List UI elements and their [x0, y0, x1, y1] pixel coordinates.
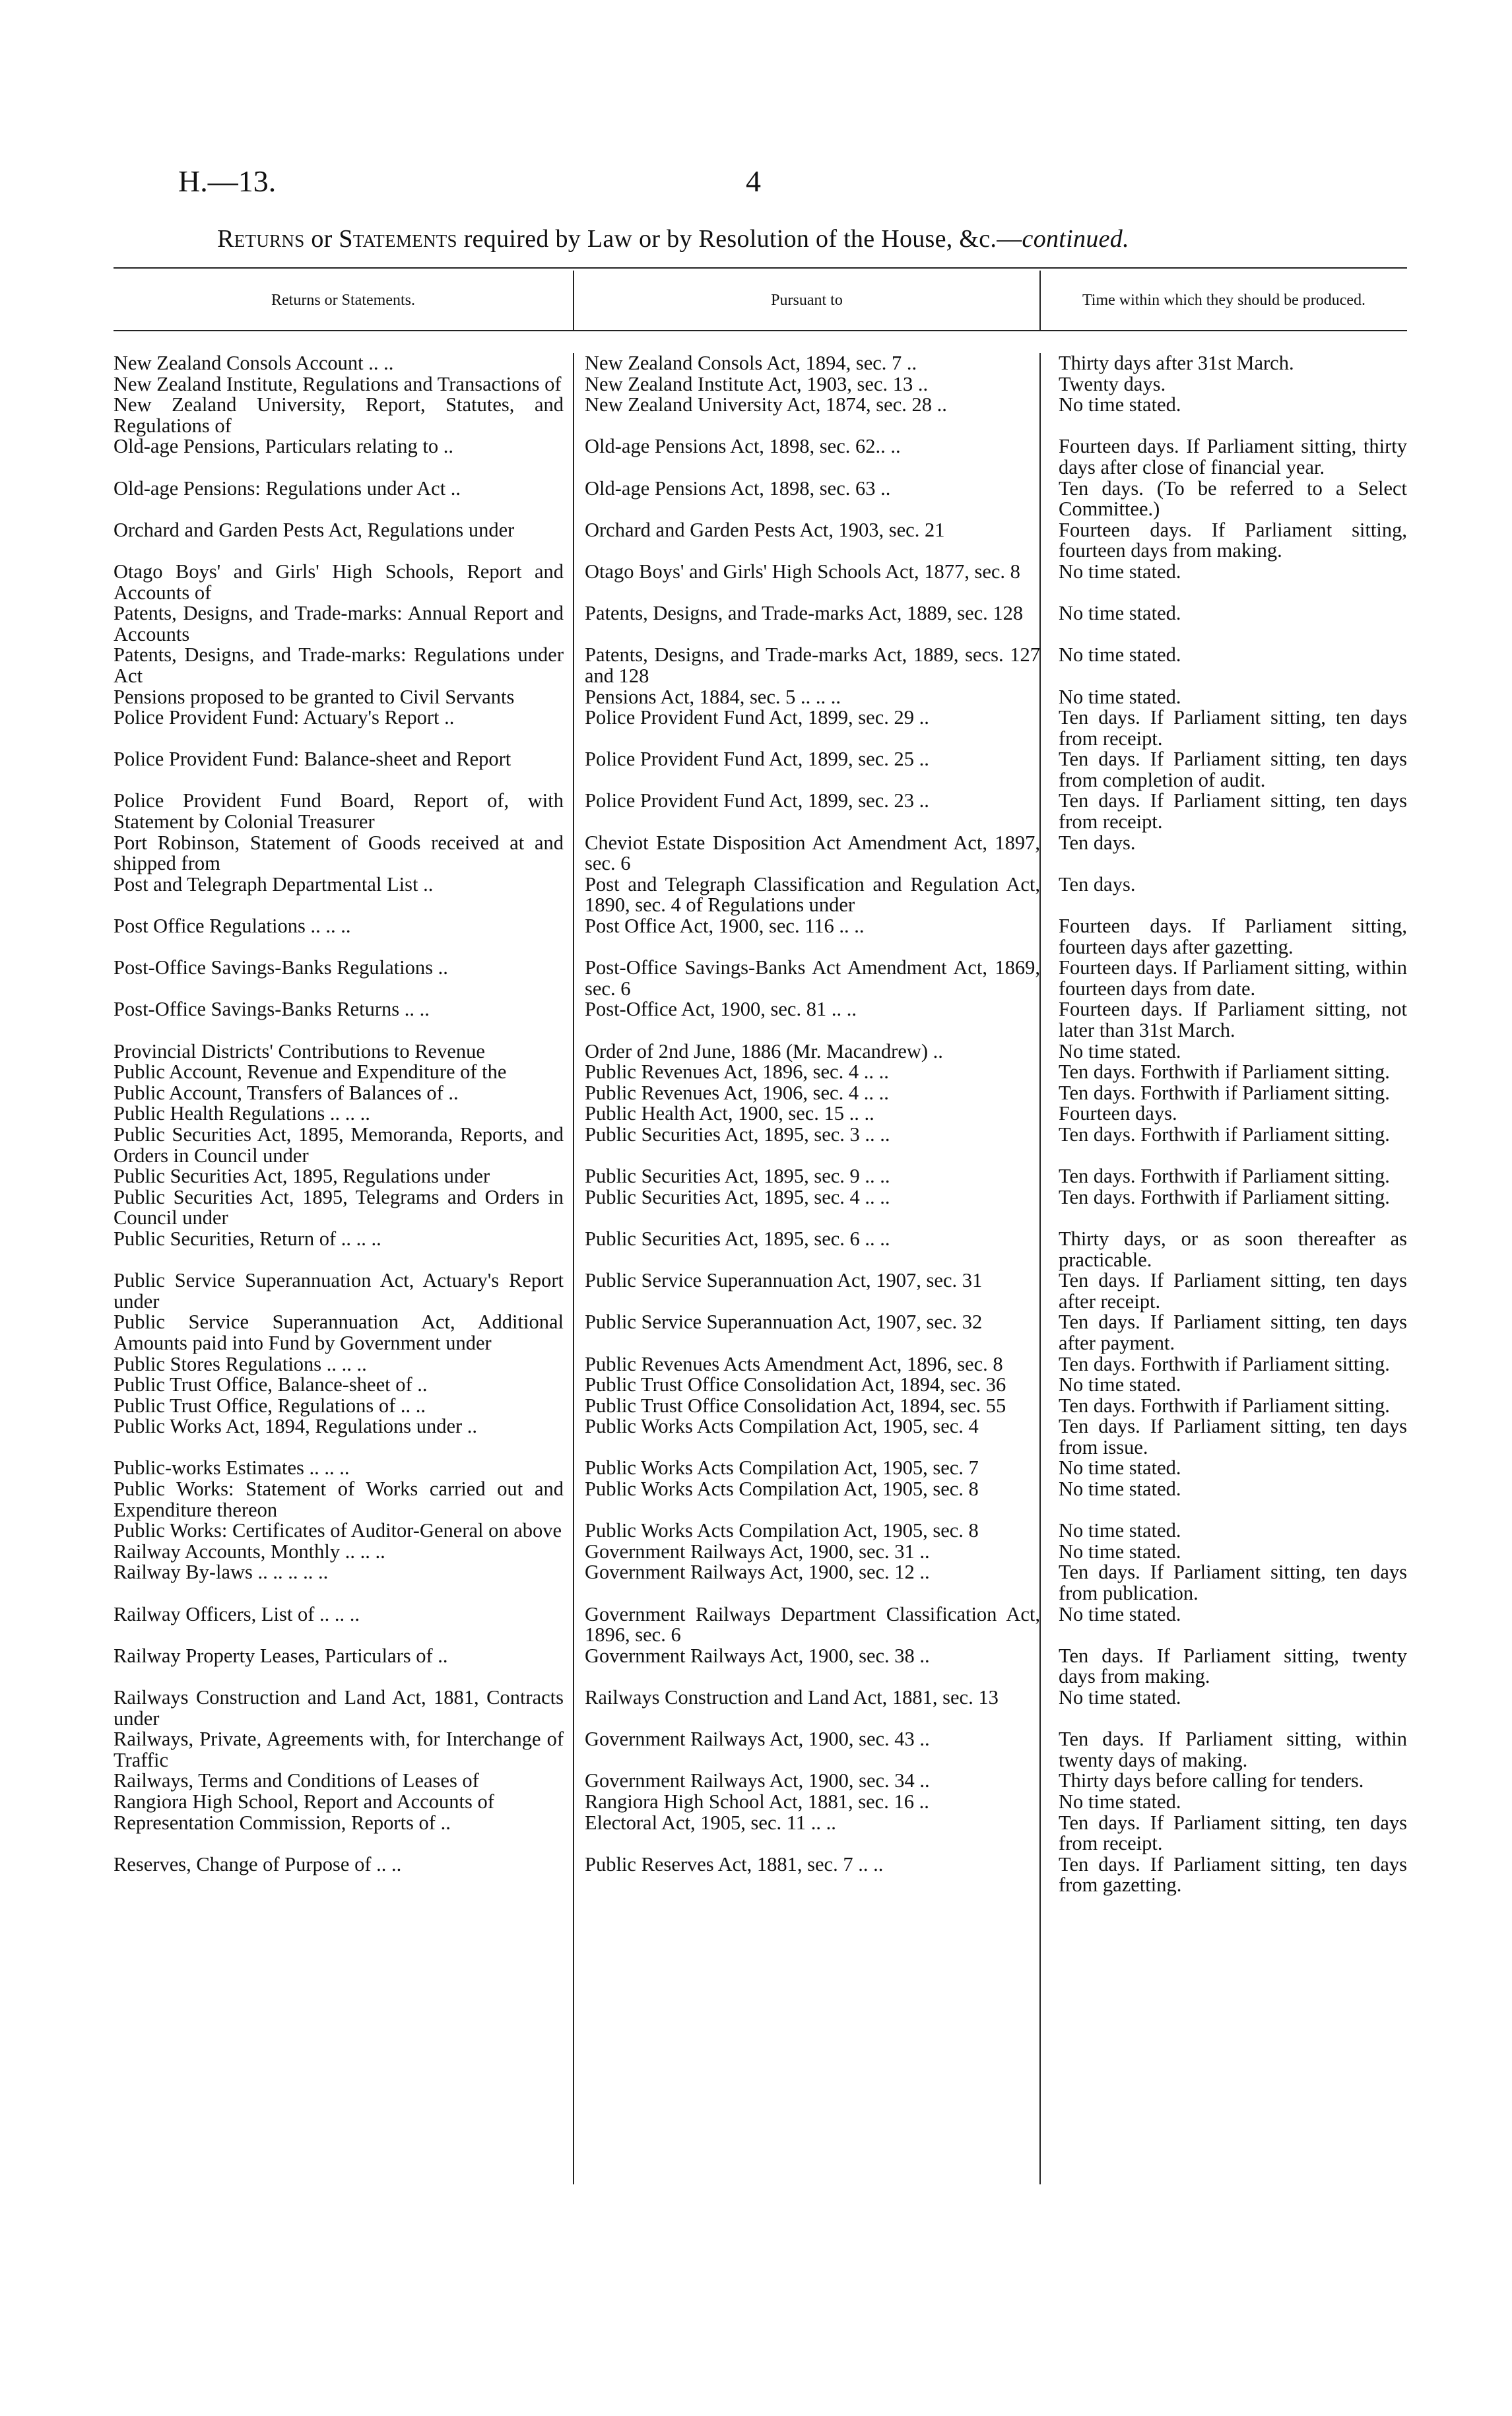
- table-row: [114, 1062, 1407, 1083]
- pursuant-cell: Public Reserves Act, 1881, sec. 7 .. ..: [585, 1852, 884, 1876]
- time-cell: Ten days. (To be referred to a Select Committee.): [1059, 476, 1407, 521]
- table-row: [114, 1229, 1407, 1270]
- time-cell: Thirty days before calling for tenders.: [1059, 1769, 1364, 1792]
- time-cell: Ten days. Forthwith if Parliament sitting.: [1059, 1061, 1390, 1084]
- returns-table: [114, 353, 1407, 1896]
- table-row: [114, 645, 1407, 686]
- title-continued: continued.: [1022, 225, 1129, 253]
- pursuant-cell: Government Railways Act, 1900, sec. 38 ..: [585, 1644, 930, 1667]
- pursuant-cell: Old-age Pensions Act, 1898, sec. 62.. ..: [585, 435, 901, 458]
- time-cell: Ten days. Forthwith if Parliament sitting.: [1059, 1165, 1390, 1188]
- time-cell: No time stated.: [1059, 643, 1181, 667]
- table-row: [114, 1312, 1407, 1354]
- time-cell: Ten days. If Parliament sitting, ten days from completion of audit.: [1059, 748, 1407, 791]
- time-cell: Ten days.: [1059, 831, 1136, 854]
- returns-cell: Old-age Pensions, Particulars relating to ..: [114, 435, 454, 458]
- pursuant-cell: Old-age Pensions Act, 1898, sec. 63 ..: [585, 476, 891, 500]
- returns-cell: Public Works: Statement of Works carried out and Expenditure thereon: [114, 1478, 564, 1521]
- returns-cell: Post Office Regulations .. .. ..: [114, 915, 351, 938]
- time-cell: Ten days. Forthwith if Parliament sitting.: [1059, 1123, 1390, 1146]
- returns-cell: Public Works Act, 1894, Regulations under ..: [114, 1415, 478, 1438]
- returns-cell: Public Works: Certificates of Auditor-General on above: [114, 1519, 562, 1542]
- returns-cell: New Zealand University, Report, Statutes, and Regulations of: [114, 393, 564, 437]
- pursuant-cell: Cheviot Estate Disposition Act Amendment Act, 1897, sec. 6: [585, 831, 1040, 875]
- table-row: [114, 874, 1407, 916]
- returns-cell: Police Provident Fund Board, Report of, with Statement by Colonial Treasurer: [114, 789, 564, 833]
- returns-cell: Public Securities Act, 1895, Telegrams and Orders in Council under: [114, 1185, 564, 1229]
- returns-cell: Railways Construction and Land Act, 1881, Contracts under: [114, 1686, 564, 1730]
- pursuant-cell: Public Securities Act, 1895, sec. 3 .. ..: [585, 1123, 890, 1146]
- time-cell: Thirty days after 31st March.: [1059, 352, 1294, 374]
- pursuant-cell: Public Trust Office Consolidation Act, 1894, sec. 36: [585, 1373, 1006, 1396]
- time-cell: No time stated.: [1059, 1478, 1181, 1501]
- time-cell: Fourteen days. If Parliament sitting, not later than 31st March.: [1059, 998, 1407, 1041]
- pursuant-cell: Post and Telegraph Classification and Regulation Act, 1890, sec. 4 of Regulations under: [585, 872, 1040, 917]
- returns-cell: Old-age Pensions: Regulations under Act ..: [114, 476, 461, 500]
- time-cell: Ten days. If Parliament sitting, ten days after payment.: [1059, 1311, 1407, 1354]
- table-row: [114, 1416, 1407, 1458]
- pursuant-cell: Patents, Designs, and Trade-marks Act, 1889, secs. 127 and 128: [585, 643, 1040, 687]
- header-top-rule: [114, 267, 1407, 269]
- pursuant-cell: Orchard and Garden Pests Act, 1903, sec. 21: [585, 518, 945, 541]
- table-row: [114, 1813, 1407, 1854]
- time-cell: No time stated.: [1059, 1790, 1181, 1813]
- pursuant-cell: Public Works Acts Compilation Act, 1905, sec. 4: [585, 1415, 979, 1438]
- pursuant-cell: Rangiora High School Act, 1881, sec. 16 ..: [585, 1790, 929, 1813]
- time-cell: No time stated.: [1059, 1373, 1181, 1396]
- pursuant-cell: Order of 2nd June, 1886 (Mr. Macandrew) ..: [585, 1039, 943, 1062]
- returns-cell: Public Health Regulations .. .. ..: [114, 1102, 370, 1125]
- time-cell: Ten days. Forthwith if Parliament sitting.: [1059, 1352, 1390, 1375]
- table-row: [114, 1083, 1407, 1104]
- pursuant-cell: Public Securities Act, 1895, sec. 6 .. ..: [585, 1227, 890, 1250]
- pursuant-cell: New Zealand Consols Act, 1894, sec. 7 ..: [585, 352, 917, 374]
- returns-cell: Post and Telegraph Departmental List ..: [114, 872, 434, 896]
- time-cell: Twenty days.: [1059, 372, 1166, 395]
- returns-cell: Public Account, Revenue and Expenditure of the: [114, 1061, 507, 1084]
- returns-cell: Public Trust Office, Regulations of .. ..: [114, 1394, 426, 1417]
- returns-cell: New Zealand Consols Account .. ..: [114, 352, 394, 374]
- pursuant-cell: Pensions Act, 1884, sec. 5 .. .. ..: [585, 685, 841, 708]
- time-cell: No time stated.: [1059, 560, 1181, 583]
- time-cell: No time stated.: [1059, 1456, 1181, 1480]
- returns-cell: Police Provident Fund: Actuary's Report ..: [114, 706, 455, 729]
- returns-cell: Provincial Districts' Contributions to Revenue: [114, 1039, 485, 1062]
- returns-cell: Post-Office Savings-Banks Returns .. ..: [114, 998, 430, 1021]
- table-row: [114, 1479, 1407, 1520]
- table-row: [114, 478, 1407, 520]
- returns-cell: Public Account, Transfers of Balances of ..: [114, 1081, 459, 1104]
- table-row: [114, 1854, 1407, 1896]
- returns-cell: Rangiora High School, Report and Accounts of: [114, 1790, 494, 1813]
- returns-cell: Patents, Designs, and Trade-marks: Regulations under Act: [114, 643, 564, 687]
- time-cell: Fourteen days. If Parliament sitting, fourteen days from making.: [1059, 518, 1407, 562]
- returns-cell: Patents, Designs, and Trade-marks: Annual Report and Accounts: [114, 602, 564, 645]
- table-row: [114, 1542, 1407, 1563]
- returns-cell: Public Securities Act, 1895, Memoranda, Reports, and Orders in Council under: [114, 1123, 564, 1167]
- document-reference: H.—13.: [178, 164, 277, 198]
- pursuant-cell: Government Railways Act, 1900, sec. 43 ..: [585, 1728, 930, 1751]
- table-row: [114, 1646, 1407, 1687]
- pursuant-cell: Public Revenues Act, 1896, sec. 4 .. ..: [585, 1061, 889, 1084]
- time-cell: Ten days. If Parliament sitting, ten days after receipt.: [1059, 1269, 1407, 1313]
- pursuant-cell: New Zealand University Act, 1874, sec. 28 ..: [585, 393, 947, 416]
- column-header-returns: Returns or Statements.: [271, 291, 415, 309]
- returns-cell: Railway By-laws .. .. .. .. ..: [114, 1561, 329, 1584]
- table-row: [114, 958, 1407, 999]
- time-cell: Ten days. Forthwith if Parliament sitting.: [1059, 1081, 1390, 1104]
- pursuant-cell: Electoral Act, 1905, sec. 11 .. ..: [585, 1811, 836, 1834]
- pursuant-cell: Public Works Acts Compilation Act, 1905, sec. 8: [585, 1478, 979, 1501]
- time-cell: No time stated.: [1059, 685, 1181, 708]
- table-row: [114, 374, 1407, 395]
- returns-cell: Railway Accounts, Monthly .. .. ..: [114, 1540, 385, 1563]
- table-row: [114, 1103, 1407, 1125]
- time-cell: Ten days. If Parliament sitting, ten days from issue.: [1059, 1415, 1407, 1458]
- time-cell: Ten days. If Parliament sitting, ten days from receipt.: [1059, 706, 1407, 750]
- pursuant-cell: Public Trust Office Consolidation Act, 1894, sec. 55: [585, 1394, 1006, 1417]
- pursuant-cell: Public Service Superannuation Act, 1907, sec. 32: [585, 1311, 983, 1334]
- pursuant-cell: Public Revenues Acts Amendment Act, 1896, sec. 8: [585, 1352, 1003, 1375]
- time-cell: Ten days. Forthwith if Parliament sitting.: [1059, 1394, 1390, 1417]
- table-row: [114, 436, 1407, 478]
- table-row: [114, 1041, 1407, 1062]
- time-cell: No time stated.: [1059, 1519, 1181, 1542]
- table-row: [114, 1354, 1407, 1375]
- time-cell: Fourteen days. If Parliament sitting, fourteen days after gazetting.: [1059, 915, 1407, 958]
- time-cell: Ten days. If Parliament sitting, ten days from publication.: [1059, 1561, 1407, 1605]
- title-returns: Returns: [217, 225, 305, 253]
- returns-cell: Railways, Private, Agreements with, for Interchange of Traffic: [114, 1728, 564, 1771]
- pursuant-cell: Police Provident Fund Act, 1899, sec. 29 ..: [585, 706, 929, 729]
- table-row: [114, 353, 1407, 374]
- table-row: [114, 916, 1407, 958]
- pursuant-cell: Otago Boys' and Girls' High Schools Act, 1877, sec. 8: [585, 560, 1020, 583]
- returns-cell: Railway Property Leases, Particulars of ..: [114, 1644, 448, 1667]
- table-row: [114, 1270, 1407, 1312]
- pursuant-cell: Patents, Designs, and Trade-marks Act, 1889, sec. 128: [585, 602, 1024, 625]
- table-row: [114, 833, 1407, 874]
- page-number: 4: [746, 164, 761, 198]
- table-row: [114, 999, 1407, 1041]
- header-bottom-rule: [114, 330, 1407, 331]
- returns-cell: Public Stores Regulations .. .. ..: [114, 1352, 367, 1375]
- returns-cell: Representation Commission, Reports of ..: [114, 1811, 451, 1834]
- table-row: [114, 1458, 1407, 1479]
- returns-cell: Public Securities, Return of .. .. ..: [114, 1227, 381, 1250]
- time-cell: Ten days. If Parliament sitting, ten days from receipt.: [1059, 1811, 1407, 1855]
- table-row: [114, 1520, 1407, 1542]
- table-row: [114, 562, 1407, 603]
- pursuant-cell: Public Securities Act, 1895, sec. 4 .. ..: [585, 1185, 890, 1208]
- table-row: [114, 1375, 1407, 1396]
- time-cell: Fourteen days.: [1059, 1102, 1177, 1125]
- pursuant-cell: Police Provident Fund Act, 1899, sec. 23 ..: [585, 789, 929, 812]
- returns-cell: Post-Office Savings-Banks Regulations ..: [114, 956, 448, 979]
- pursuant-cell: Public Health Act, 1900, sec. 15 .. ..: [585, 1102, 874, 1125]
- table-row: [114, 1125, 1407, 1166]
- returns-cell: Reserves, Change of Purpose of .. ..: [114, 1852, 402, 1876]
- pursuant-cell: Public Revenues Act, 1906, sec. 4 .. ..: [585, 1081, 889, 1104]
- returns-cell: Public-works Estimates .. .. ..: [114, 1456, 350, 1480]
- page-header: [178, 164, 1340, 210]
- pursuant-cell: Post-Office Savings-Banks Act Amendment Act, 1869, sec. 6: [585, 956, 1040, 1000]
- pursuant-cell: Government Railways Act, 1900, sec. 31 ..: [585, 1540, 930, 1563]
- table-row: [114, 707, 1407, 749]
- pursuant-cell: Post Office Act, 1900, sec. 116 .. ..: [585, 915, 865, 938]
- pursuant-cell: Post-Office Act, 1900, sec. 81 .. ..: [585, 998, 857, 1021]
- pursuant-cell: Government Railways Department Classification Act, 1896, sec. 6: [585, 1602, 1040, 1647]
- table-row: [114, 1166, 1407, 1187]
- table-row: [114, 395, 1407, 436]
- table-row: [114, 1562, 1407, 1604]
- returns-cell: Railways, Terms and Conditions of Leases of: [114, 1769, 479, 1792]
- returns-cell: Public Trust Office, Balance-sheet of ..: [114, 1373, 428, 1396]
- time-cell: Thirty days, or as soon thereafter as practicable.: [1059, 1227, 1407, 1271]
- table-row: [114, 1396, 1407, 1417]
- page-title: [79, 224, 1267, 253]
- pursuant-cell: Government Railways Act, 1900, sec. 12 ..: [585, 1561, 930, 1584]
- title-statements: Statements: [339, 225, 457, 253]
- time-cell: No time stated.: [1059, 1686, 1181, 1709]
- returns-cell: Orchard and Garden Pests Act, Regulations under: [114, 518, 515, 541]
- time-cell: Fourteen days. If Parliament sitting, within fourteen days from date.: [1059, 956, 1407, 1000]
- returns-cell: Public Service Superannuation Act, Additional Amounts paid into Fund by Government under: [114, 1311, 564, 1354]
- table-row: [114, 1729, 1407, 1771]
- time-cell: No time stated.: [1059, 1602, 1181, 1625]
- table-row: [114, 1187, 1407, 1229]
- time-cell: Ten days. If Parliament sitting, twenty days from making.: [1059, 1644, 1407, 1688]
- pursuant-cell: Railways Construction and Land Act, 1881, sec. 13: [585, 1686, 999, 1709]
- title-or: or: [304, 225, 339, 253]
- time-cell: Ten days. If Parliament sitting, ten days from gazetting.: [1059, 1852, 1407, 1897]
- table-row: [114, 1771, 1407, 1792]
- time-cell: No time stated.: [1059, 602, 1181, 625]
- column-header-time: Time within which they should be produced.: [1082, 291, 1366, 309]
- table-row: [114, 687, 1407, 708]
- time-cell: Ten days. If Parliament sitting, within twenty days of making.: [1059, 1728, 1407, 1771]
- time-cell: Ten days. If Parliament sitting, ten days from receipt.: [1059, 789, 1407, 833]
- time-cell: No time stated.: [1059, 1039, 1181, 1062]
- table-row: [114, 520, 1407, 562]
- pursuant-cell: Public Works Acts Compilation Act, 1905, sec. 7: [585, 1456, 979, 1480]
- table-row: [114, 791, 1407, 832]
- pursuant-cell: Public Works Acts Compilation Act, 1905, sec. 8: [585, 1519, 979, 1542]
- pursuant-cell: Public Securities Act, 1895, sec. 9 .. ..: [585, 1165, 890, 1188]
- time-cell: Fourteen days. If Parliament sitting, thirty days after close of financial year.: [1059, 435, 1407, 478]
- time-cell: Ten days. Forthwith if Parliament sitting.: [1059, 1185, 1390, 1208]
- pursuant-cell: Police Provident Fund Act, 1899, sec. 25 ..: [585, 748, 929, 771]
- title-rest: required by Law or by Resolution of the House, &c.—: [457, 225, 1022, 253]
- time-cell: No time stated.: [1059, 393, 1181, 416]
- time-cell: No time stated.: [1059, 1540, 1181, 1563]
- returns-cell: Public Service Superannuation Act, Actuary's Report under: [114, 1269, 564, 1313]
- pursuant-cell: New Zealand Institute Act, 1903, sec. 13 ..: [585, 372, 929, 395]
- pursuant-cell: Government Railways Act, 1900, sec. 34 ..: [585, 1769, 930, 1792]
- returns-cell: Pensions proposed to be granted to Civil Servants: [114, 685, 515, 708]
- pursuant-cell: Public Service Superannuation Act, 1907, sec. 31: [585, 1269, 983, 1292]
- table-row: [114, 603, 1407, 645]
- returns-cell: New Zealand Institute, Regulations and Transactions of: [114, 372, 562, 395]
- table-row: [114, 749, 1407, 791]
- table-row: [114, 1604, 1407, 1646]
- returns-cell: Railway Officers, List of .. .. ..: [114, 1602, 360, 1625]
- returns-cell: Otago Boys' and Girls' High Schools, Report and Accounts of: [114, 560, 564, 604]
- time-cell: Ten days.: [1059, 872, 1136, 896]
- returns-cell: Public Securities Act, 1895, Regulations under: [114, 1165, 490, 1188]
- returns-cell: Police Provident Fund: Balance-sheet and Report: [114, 748, 511, 771]
- returns-cell: Port Robinson, Statement of Goods received at and shipped from: [114, 831, 564, 875]
- column-header-pursuant: Pursuant to: [771, 291, 843, 309]
- table-row: [114, 1792, 1407, 1813]
- table-row: [114, 1687, 1407, 1729]
